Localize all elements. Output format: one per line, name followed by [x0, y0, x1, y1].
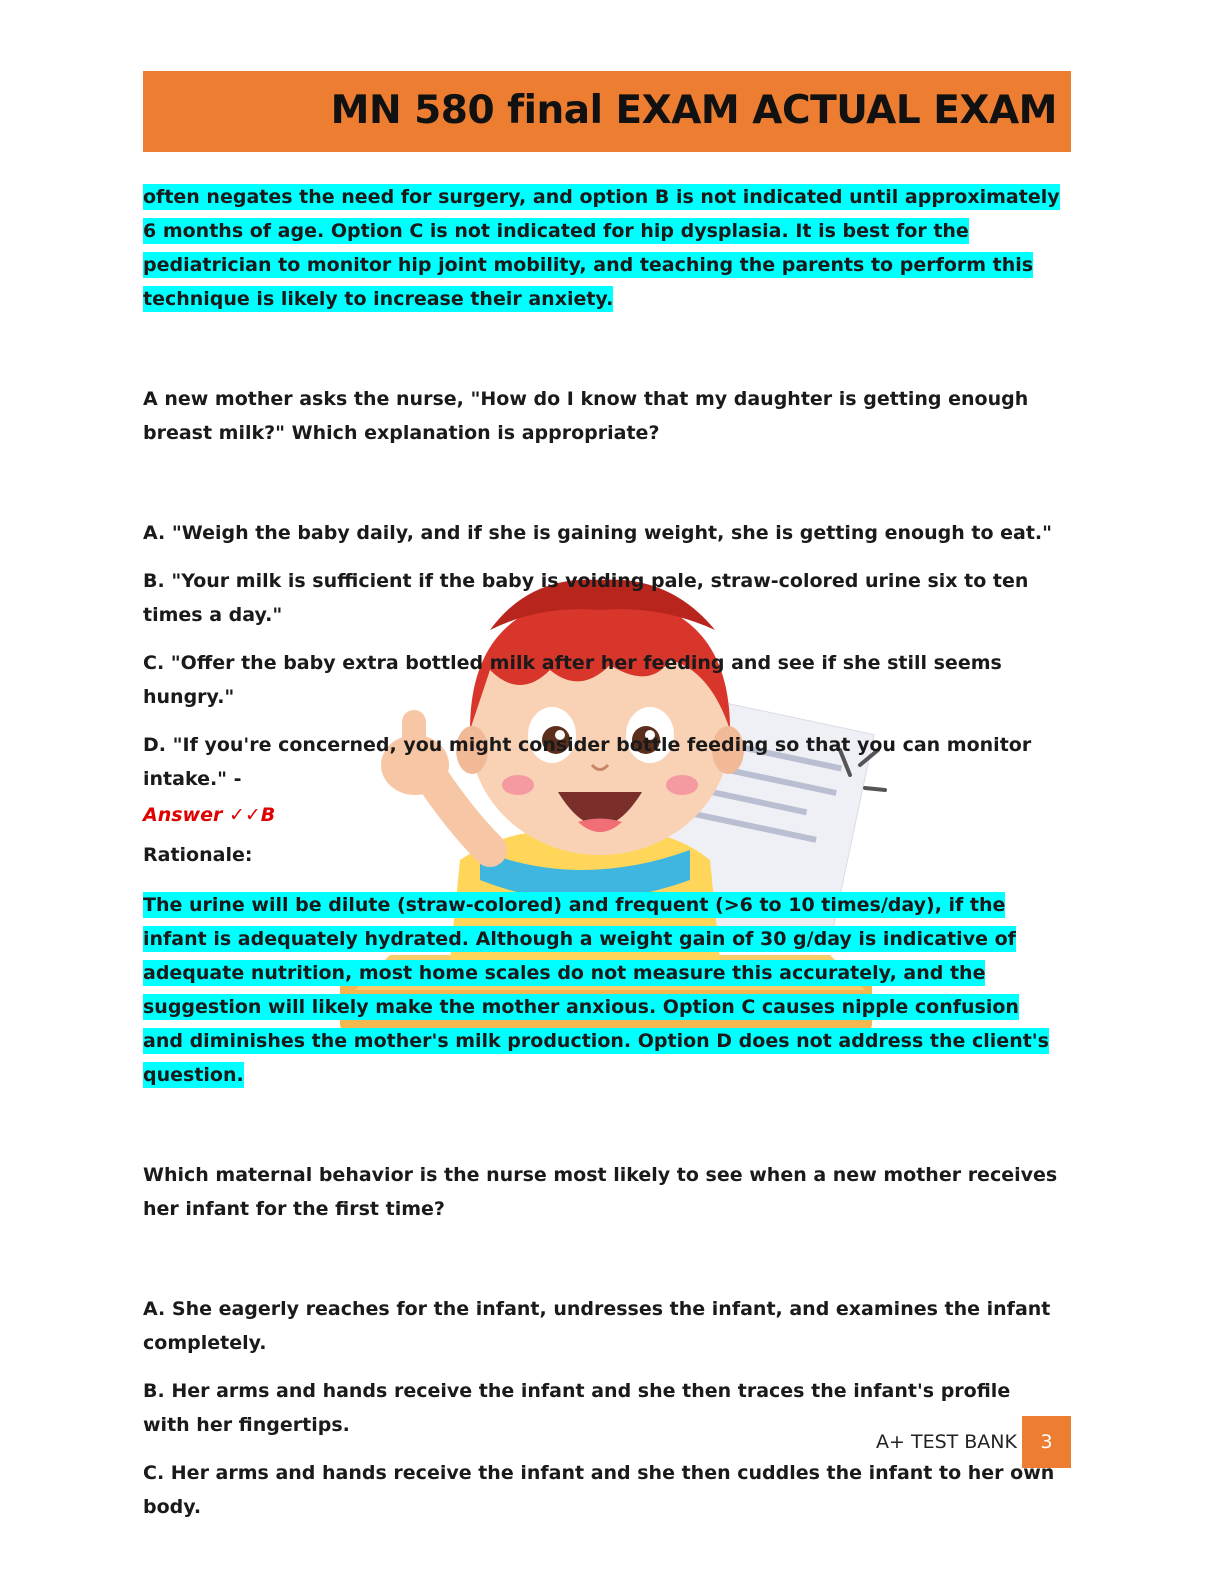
footer-label: A+ TEST BANK — [876, 1431, 1017, 1453]
page-number: 3 — [1022, 1416, 1071, 1468]
rationale-label: Rationale: — [143, 844, 253, 866]
correct-answer: Answer ✓✓B — [143, 804, 276, 826]
continued-rationale — [143, 180, 1063, 316]
page-title: MN 580 final EXAM ACTUAL EXAM — [330, 88, 1057, 133]
answer-option-a: A. She eagerly reaches for the infant, undresses the infant, and examines the infant completely. — [143, 1298, 1051, 1354]
answer-option-c: C. "Offer the baby extra bottled milk after her feeding and see if she still seems hungry." — [143, 652, 1002, 708]
answer-option-c: C. Her arms and hands receive the infant and she then cuddles the infant to her own body. — [143, 1462, 1055, 1518]
answer-option-a: A. "Weigh the baby daily, and if she is gaining weight, she is getting enough to eat." — [143, 522, 1053, 544]
answer-option-d: D. "If you're concerned, you might consider bottle feeding so that you can monitor intake." - — [143, 734, 1032, 790]
highlighted-rationale-text: often negates the need for surgery, and option B is not indicated until approximately 6 months of age. Option C is not indicated for hip dysplasia. It is best for the pediatrician to monitor hip joint mobility, and teaching the parents to perform this technique is likely to increase their anxiety. — [143, 186, 1060, 310]
answer-option-b: B. "Your milk is sufficient if the baby is voiding pale, straw-colored urine six to ten times a day." — [143, 570, 1029, 626]
header-bar — [143, 71, 1071, 152]
highlighted-rationale-text: The urine will be dilute (straw-colored) and frequent (>6 to 10 times/day), if the infant is adequately hydrated. Although a weight gain of 30 g/day is indicative of adequate nutrition, most home scales do not measure this accurately, and the suggestion will likely make the mother anxious. Option C causes nipple confusion and diminishes the mother's milk production. Option D does not address the client's question. — [143, 894, 1049, 1086]
question-stem: Which maternal behavior is the nurse most likely to see when a new mother receives her infant for the first time? — [143, 1164, 1058, 1220]
answer-option-b: B. Her arms and hands receive the infant and she then traces the infant's profile with her fingertips. — [143, 1380, 1011, 1436]
question-stem: A new mother asks the nurse, "How do I know that my daughter is getting enough breast milk?" Which explanation is appropriate? — [143, 388, 1029, 444]
rationale-paragraph — [143, 888, 1063, 1092]
document-body — [143, 180, 1063, 1524]
